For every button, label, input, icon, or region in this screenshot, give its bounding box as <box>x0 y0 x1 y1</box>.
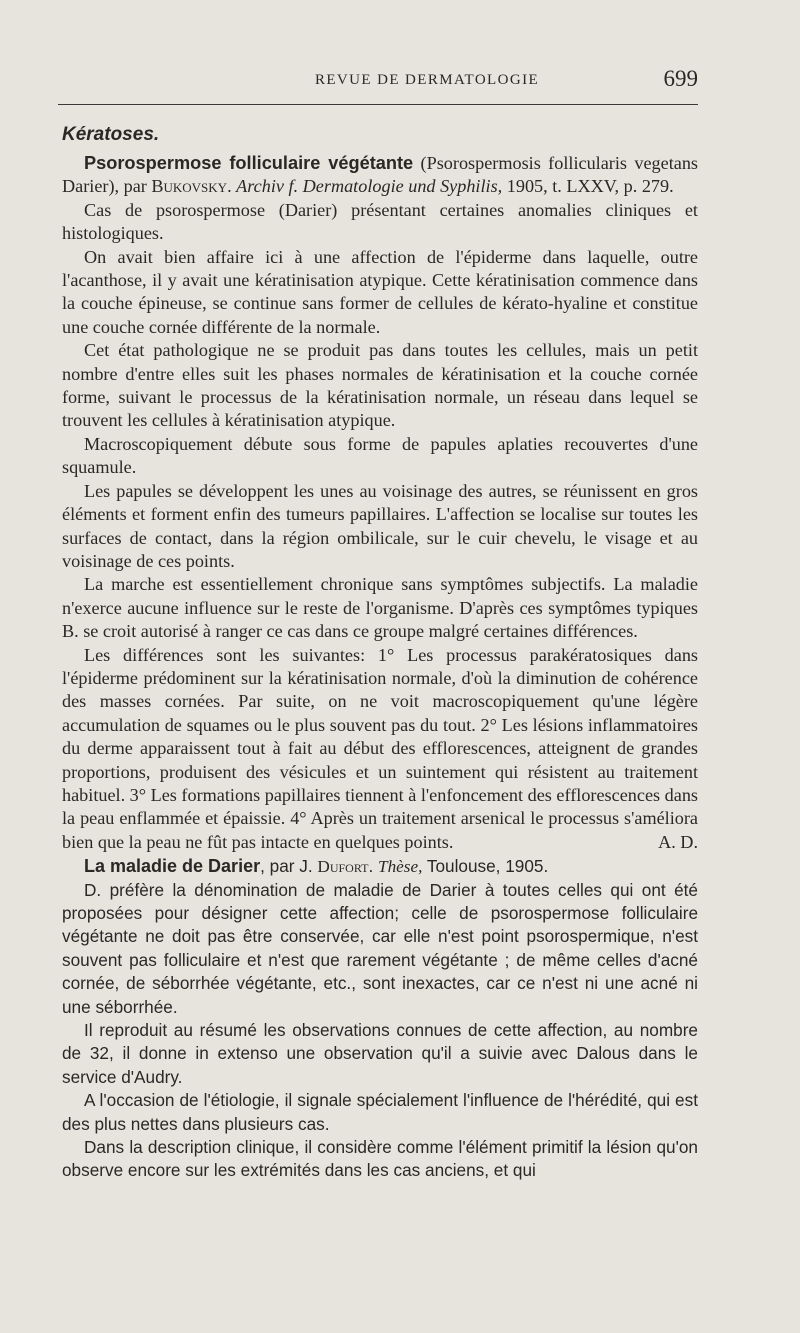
review-title: La maladie de Darier <box>84 856 261 877</box>
review-paragraph: Dans la description clinique, il considère comme l'élément primitif la lésion qu'on observe encore sur les extrémités dans les cas anciens, et qui <box>62 1137 698 1181</box>
review-paragraph: On avait bien affaire ici à une affection de l'épiderme dans laquelle, outre l'acanthose, il y avait une kératinisation atypique. Cette kératinisation commence dans la couche épineuse, se continue sans former de cellules de kérato-hyaline et constitue une couche cornée différente de la normale. <box>62 246 698 337</box>
review-psorospermose <box>62 152 698 854</box>
article-body <box>62 122 698 1183</box>
review-title-tail: (Psorospermosis follicularis vegetans Darier), par <box>62 153 698 197</box>
review-paragraph: Cas de psorospermose (Darier) présentant certaines anomalies cliniques et histologiques. <box>62 199 698 244</box>
review-paragraph: Cet état pathologique ne se produit pas dans toutes les cellules, mais un petit nombre d'entre elles suit les phases normales de kératinisation et la couche cornée forme, suivant le processus de la kératinisation normale, un réseau dans lequel se trouvent les cellules à kératinisation atypique. <box>62 340 698 431</box>
review-heading: Psorospermose folliculaire végétante (Psorospermosis follicularis vegetans Darier), par Bukovsky. Archiv f. Dermatologie und Syphilis, 1905, t. LXXV, p. 279. <box>62 153 698 197</box>
review-paragraph: Les papules se développent les unes au voisinage des autres, se réunissent en gros éléments et forment enfin des tumeurs papillaires. L'affection se localise sur toutes les surfaces de contact, dans la région ombilicale, sur le cuir chevelu, le visage et au voisinage de ces points. <box>62 480 698 571</box>
review-maladie-de-darier <box>62 855 698 1183</box>
page-number: 699 <box>663 66 698 91</box>
review-paragraph: Il reproduit au résumé les observations connues de cette affection, au nombre de 32, il donne in extenso une observation qu'il a suivie avec Dalous dans le service d'Audry. <box>62 1020 698 1087</box>
running-head <box>62 64 698 96</box>
review-author: Dufort <box>317 857 369 877</box>
review-journal: Archiv f. Dermatologie und Syphilis, <box>236 176 503 197</box>
review-paragraph-last <box>62 644 698 855</box>
review-paragraph: La marche est essentiellement chronique sans symptômes subjectifs. La maladie n'exerce aucune influence sur le reste de l'organisme. D'après ces symptômes typiques B. se croit autorisé à ranger ce cas dans ce groupe malgré certaines différences. <box>62 574 698 642</box>
review-heading: La maladie de Darier, par J. Dufort. Thèse, Toulouse, 1905. <box>84 856 549 877</box>
section-title: Kératoses. <box>62 124 160 145</box>
review-author: Bukovsky <box>151 176 228 197</box>
review-title-tail: , par J. <box>260 856 318 877</box>
review-last-text: Les différences sont les suivantes: 1° Les processus parakératosiques dans l'épiderme prédominent sur la kératinisation normale, d'où la diminution de cohérence des masses cornées. Par suite, on ne voit macroscopiquement qu'une légère accumulation de squames ou le plus souvent pas du tout. 2° Les lésions inflammatoires du derme apparaissent tout à fait au début des efflorescences, atteignent de grandes proportions, produisent des vésicules et un suintement qui résistent au traitement habituel. 3° Les formations papillaires tiennent à l'enfoncement des efflorescences dans la peau enflammée et épaissie. 4° Après un traitement arsenical le processus s'améliora bien que la peau ne fût pas intacte en quelques points. <box>62 644 698 852</box>
review-citation: Toulouse, 1905. <box>422 856 549 877</box>
header-rule <box>58 104 698 105</box>
review-journal: Thèse, <box>378 857 423 877</box>
review-title: Psorospermose folliculaire végétante <box>84 153 414 173</box>
review-paragraph: Macroscopiquement débute sous forme de papules aplaties recouvertes d'une squamule. <box>62 433 698 478</box>
review-paragraph: A l'occasion de l'étiologie, il signale spécialement l'influence de l'hérédité, qui est des plus nettes dans plusieurs cas. <box>62 1090 698 1134</box>
review-paragraph: D. préfère la dénomination de maladie de Darier à toutes celles qui ont été proposées pour désigner cette affection; celle de psorospermose folliculaire végétante ne doit pas être conservée, car elle n'est point psorospermique, n'est souvent pas folliculaire et n'est que rarement végétante ; de même celles d'acné cornée, de séborrhée végétante, etc., sont inexactes, car ce n'est ni une acné ni une séborrhée. <box>62 879 698 1017</box>
review-signature: A. D. <box>658 831 698 852</box>
running-title: REVUE DE DERMATOLOGIE <box>314 72 540 88</box>
review-citation: 1905, t. LXXV, p. 279. <box>502 176 674 197</box>
